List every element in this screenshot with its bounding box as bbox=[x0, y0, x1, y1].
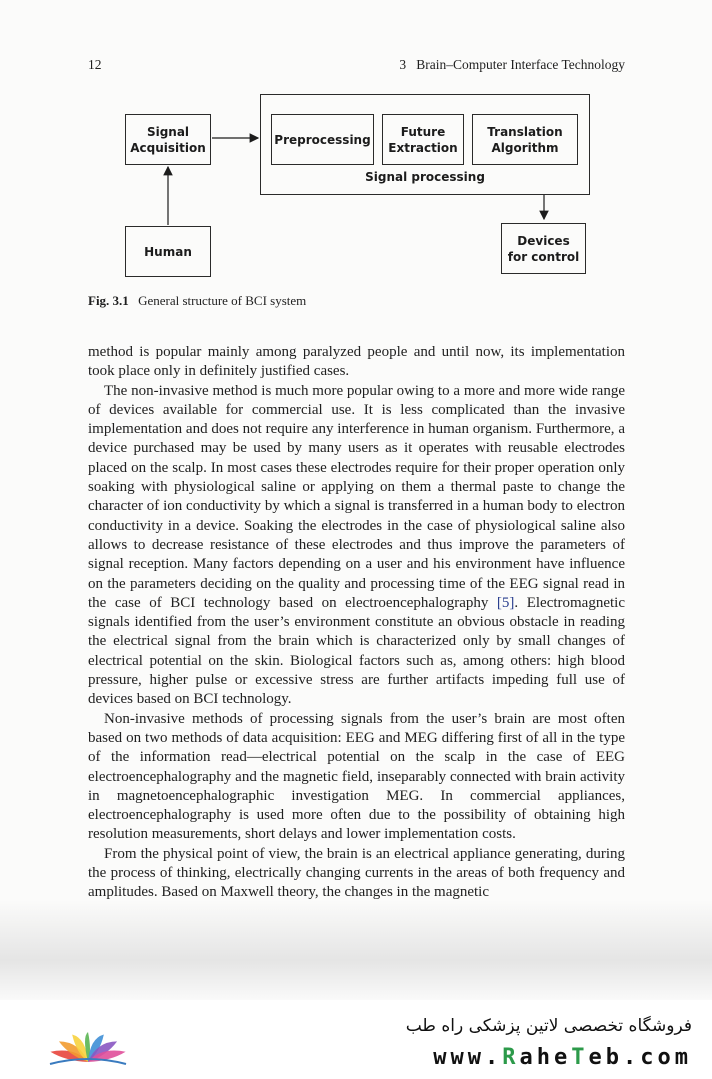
box-human: Human bbox=[125, 226, 211, 277]
figure-caption bbox=[88, 293, 306, 309]
logo-fan bbox=[50, 1032, 126, 1064]
signal-processing-label: Signal processing bbox=[365, 170, 485, 184]
citation-link[interactable]: [5] bbox=[496, 594, 515, 611]
paragraph-4: From the physical point of view, the brain is an electrical appliance generating, during the process of thinking, electrically changing currents in the areas of both frequency and amplitudes. Based on Maxwell theory, the changes in the magnetic bbox=[88, 845, 625, 901]
box-future-extraction: Future Extraction bbox=[382, 114, 464, 165]
box-preprocessing: Preprocessing bbox=[271, 114, 374, 165]
paragraph-2: The non-invasive method is much more popular owing to a more and more wide range of devices available for commercial use. It is less complicated than the invasive implementation and does not require any interference in human organism. Furthermore, a device purchased may be used by many users as it operates with reusable electrodes placed on the scalp. In most cases these electrodes require for their proper operation only soaking with physiological saline or applying on them a thermal paste to change the character of ion conductivity by which a signal is transferred in a human body to electron conductivity in a device. Soaking the electrodes in the case of physiological saline also allows to decrease resistance of these electrodes and thus improve the parameters of signal reception. Many factors depending on a user and his environment have influence on the parameters deciding on the quality and processing time of the EEG signal read in the case of BCI technology based on electroencephalography [5]. Electromagnetic signals identified from the user’s environment constitute an obvious obstacle in reading the electrical signal from the brain which is characterized only by small changes of electrical potential on the skin. Biological factors such as, among others: high blood pressure, higher pulse or excessive stress are further artifacts impeding full use of devices based on BCI technology. bbox=[88, 382, 625, 708]
shop-url[interactable]: www.RaheTeb.com bbox=[433, 1045, 692, 1070]
paragraph-1: method is popular mainly among paralyzed people and until now, its implementation took place only in definitely justified cases. bbox=[88, 344, 625, 380]
page-number: 12 bbox=[88, 57, 102, 72]
figure-caption-text: General structure of BCI system bbox=[138, 293, 307, 308]
book-logo-icon bbox=[38, 1010, 138, 1072]
shop-name: فروشگاه تخصصی لاتین پزشکی راه طب bbox=[405, 1016, 692, 1036]
paragraph-3: Non-invasive methods of processing signals from the user’s brain are most often based on two methods of data acquisition: EEG and MEG differing first of all in the type of the information read—electrical potential on the scalp in the case of EEG electroencephalography and the magnetic field, inseparably connected with brain activity in magnetoencephalographic investigation MEG. In commercial appliances, electroencephalography is used more often due to the possibility of obtaining high resolution measurements, short delays and lower implementation costs. bbox=[88, 710, 625, 843]
page-bottom-shade bbox=[0, 900, 712, 1010]
figure-number: Fig. 3.1 bbox=[88, 293, 129, 308]
body-text bbox=[88, 343, 625, 903]
running-title: 3 Brain–Computer Interface Technology bbox=[399, 57, 625, 72]
figure-bci-structure bbox=[0, 0, 712, 330]
box-devices-for-control: Devices for control bbox=[501, 223, 586, 274]
box-translation-algorithm: Translation Algorithm bbox=[472, 114, 578, 165]
box-signal-acquisition: Signal Acquisition bbox=[125, 114, 211, 165]
